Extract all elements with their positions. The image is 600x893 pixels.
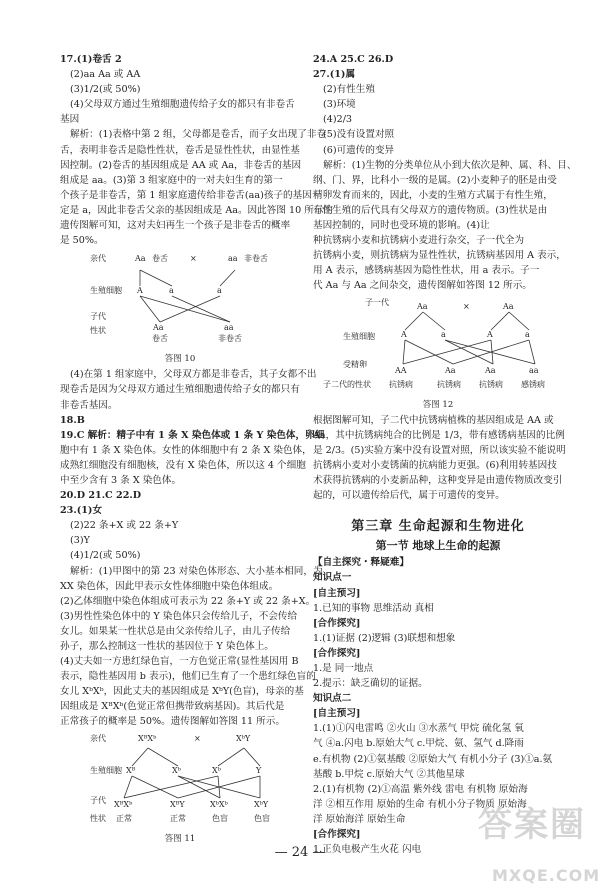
fig10-child-1-trait: 卷舌 <box>152 334 168 344</box>
right-a-line: 用 A 表示，感锈病基因为隐性性状，用 a 表示。子一 <box>313 265 540 277</box>
answer-block-17 <box>60 52 334 248</box>
right-c-line: [合作探究] <box>313 617 361 629</box>
left-b-line: 现卷舌是因为父母双方通过生殖细胞遗传给子女的都只有 <box>60 384 300 396</box>
fig11-father-genotype: XᵇY <box>236 733 251 743</box>
left-a-line: 定是 a，因此非卷舌父亲的基因组成是 Aa。因此答图 10 所示的 <box>60 204 334 216</box>
fig10-child-2-trait: 非卷舌 <box>218 334 242 344</box>
left-b-line: (2)乙体细胞中染色体组成可表示为 22 条+Y 或 22 条+X。 <box>60 595 316 607</box>
fig12-gamete-4: a <box>525 329 530 339</box>
fig11-mother-genotype: XᴮXᵇ <box>138 733 157 743</box>
fig10-gamete-3: a <box>217 286 222 296</box>
fig11-child-3-trait: 色盲 <box>212 813 228 823</box>
right-b-line: Aa，其中抗锈病纯合的比例是 1/3，带有感锈病基因的比例 <box>313 429 565 441</box>
fig12-child-1-trait: 抗锈病 <box>389 379 413 389</box>
figure-12-caption: 答图 12 <box>422 399 454 410</box>
right-c-line: 1.是 同一地点 <box>313 663 374 674</box>
page-number: — 24 — <box>274 845 326 860</box>
fig10-row-gamete-label: 生殖细胞 <box>90 286 122 296</box>
left-b-line: (3)Y <box>70 535 90 547</box>
right-c-line: 基酸 b.甲烷 c.原始大气 ②其他星球 <box>313 768 465 780</box>
left-b-line: 因组成是 XᴮXᵇ(色觉正常但携带致病基因)。其后代是 <box>60 701 285 713</box>
left-a-line: 因控制。(2)卷舌的基因组成是 AA 或 Aa，非卷舌的基因 <box>60 159 302 171</box>
watermark-url: MXQE.COM <box>492 866 600 885</box>
answer-block-27-analysis <box>313 413 566 504</box>
fig12-child-4-trait: 感锈病 <box>521 379 545 389</box>
left-b-line: 表示，隐性基因用 b 表示)，他们已生育了一个患红绿色盲的 <box>60 671 316 683</box>
fig12-child-2-trait: 抗锈病 <box>437 379 461 389</box>
right-c-line: e.有机物 (2)①氨基酸 ②原始大气 有机小分子 (3)①a.氨 <box>313 753 553 765</box>
left-a-line: 组成是 aa。(3)第 3 组家庭中的一对夫妇生育的第一 <box>60 174 283 186</box>
fig12-child-3-genotype: Aa <box>485 365 496 375</box>
fig11-row-trait-label: 性状 <box>90 813 106 823</box>
chapter-title: 第三章 生命起源和生物进化 <box>351 519 525 535</box>
right-c-line: 2.(1)有机物 (2)①高温 紫外线 雷电 有机物 原始海 <box>313 783 528 795</box>
fig11-child-4-genotype: XᵇY <box>254 799 269 809</box>
right-c-line: 2.提示：缺乏确切的证据。 <box>313 678 428 690</box>
right-c-line: 1.正负电极产生火花 闪电 <box>313 844 422 856</box>
right-c-line: 1.(1)①闪电雷鸣 ②火山 ③水蒸气 甲烷 硫化氢 氧 <box>313 723 524 735</box>
right-a-line: 种抗锈病小麦和抗锈病小麦进行杂交，子一代全为 <box>313 235 525 247</box>
left-b-line: (4)丈夫如一方患红绿色盲，一方色觉正常(显性基因用 B <box>60 656 299 668</box>
right-b-line: 术获得抗锈病的小麦新品种，这种变异是由遗传物质改变引 <box>313 474 563 486</box>
fig11-cross-symbol: × <box>194 733 201 743</box>
right-a-line: (4)2/3 <box>323 114 353 126</box>
right-a-line: (6)可遗传的变异 <box>323 144 395 156</box>
right-b-line: 根据图解可知，子二代中抗锈病植株的基因组成是 AA 或 <box>313 414 554 426</box>
fig10-row-parent-label: 亲代 <box>90 254 106 264</box>
left-b-line: 正常孩子的概率是 50%。遗传图解如答图 11 所示。 <box>60 716 285 728</box>
right-a-line: 24.A 25.C 26.D <box>313 54 394 65</box>
answer-block-18-23 <box>60 367 325 729</box>
section-title: 第一节 地球上生命的起源 <box>375 539 501 553</box>
left-b-line: 19.C 解析：精子中有 1 条 X 染色体或 1 条 Y 染色体，卵细 <box>60 429 325 441</box>
fig12-gamete-2: a <box>441 329 446 339</box>
right-a-line: 纲、门、界，比科小一级的是属。(2)小麦种子的胚是由受 <box>313 174 557 186</box>
right-c-line: 1.已知的事物 思维活动 真相 <box>313 602 434 614</box>
fig12-child-3-trait: 抗锈病 <box>479 379 503 389</box>
fig10-row-offspring-label: 子代 <box>90 312 106 322</box>
left-b-line: 成熟红细胞没有细胞核，没有 X 染色体，所以这 4 个细胞 <box>60 459 306 471</box>
fig10-gamete-1: A <box>137 286 143 296</box>
right-column <box>313 52 577 857</box>
left-b-line: 孙子，那么控制这一性状的基因位于 Y 染色体上。 <box>60 641 274 652</box>
right-a-line: 解析：(1)生物的分类单位从小到大依次是种、属、科、目、 <box>323 159 577 171</box>
left-a-line: (2)aa Aa 或 AA <box>70 69 141 81</box>
left-b-line: (3)男性性染色体中的 Y 染色体只会传给儿子，不会传给 <box>60 610 298 622</box>
right-c-line: [自主预习] <box>313 708 361 720</box>
fig12-cross-symbol: × <box>463 301 470 311</box>
left-b-line: 23.(1)女 <box>60 505 103 517</box>
site-watermark <box>470 805 600 893</box>
fig10-female-trait: 非卷舌 <box>244 254 268 264</box>
fig11-row-parent-label: 亲代 <box>90 733 106 743</box>
left-b-line: (4)1/2(或 50%) <box>70 550 141 562</box>
fig12-gamete-3: A <box>487 329 493 339</box>
left-a-line: 解析：(1)表格中第 2 组，父母都是卷舌，而子女出现了非卷 <box>70 129 327 141</box>
right-a-line: 基因控制的，同时也受环境的影响。(4)让 <box>313 220 490 232</box>
left-a-line: 17.(1)卷舌 2 <box>60 54 122 65</box>
right-a-line: 精卵发育而来的，因此，小麦的生殖方式属于有性生殖， <box>313 189 553 201</box>
fig12-row-parent-label: 子一代 <box>365 297 389 307</box>
left-b-line: (4)在第 1 组家庭中，父母双方都是非卷舌，其子女都不出 <box>70 369 317 381</box>
left-a-line: 遗传图解可知，这对夫妇再生一个孩子是非卷舌的概率 <box>60 220 291 232</box>
fig11-child-3-genotype: XᵇXᵇ <box>210 799 228 809</box>
left-a-line: (4)父母双方通过生殖细胞遗传给子女的都只有非卷舌 <box>70 99 295 111</box>
fig10-male-trait: 卷舌 <box>152 254 168 264</box>
left-b-line: XX 染色体，因此甲表示女性体细胞中染色体组成。 <box>60 580 279 592</box>
fig11-child-2-trait: 正常 <box>170 813 186 823</box>
left-b-line: 非卷舌基因。 <box>60 399 118 411</box>
right-a-line: (5)没有设置对照 <box>323 129 395 141</box>
fig10-gamete-2: a <box>169 286 174 296</box>
fig11-child-1-trait: 正常 <box>116 813 132 823</box>
fig10-child-1-genotype: Aa <box>153 323 164 333</box>
left-b-line: 中至少含有 3 条 X 染色体。 <box>60 474 182 486</box>
right-b-line: 起的，可以遗传给后代，属于可遗传的变异。 <box>313 490 505 502</box>
left-b-line: 女儿 XᵇXᵇ，因此丈夫的基因组成是 XᵇY(色盲)，母亲的基 <box>60 686 304 698</box>
left-b-line: 胞中有 1 条 X 染色体。女性的体细胞中有 2 条 X 染色体， <box>60 444 312 456</box>
left-b-line: 女儿。如果某一性状总是由父亲传给儿子，由儿子传给 <box>60 625 291 637</box>
right-c-line: 知识点一 <box>313 572 352 584</box>
fig11-gamete-3: Xᵇ <box>212 765 221 775</box>
fig10-cross-symbol: × <box>190 254 197 264</box>
right-c-line: [合作探究] <box>313 647 361 659</box>
right-c-line: [自主预习] <box>313 587 361 599</box>
fig11-child-2-genotype: XᴮY <box>170 799 185 809</box>
watermark-logo-text: 答案圈 <box>478 805 586 845</box>
fig11-child-4-trait: 色盲 <box>254 813 270 823</box>
fig10-male-genotype: Aa <box>135 254 146 264</box>
fig12-parent-2-genotype: Aa <box>503 301 514 311</box>
left-b-line: (2)22 条+X 或 22 条+Y <box>70 520 179 532</box>
fig11-gamete-1: Xᴮ <box>126 765 136 775</box>
right-c-line: 1.(1)证据 (2)逻辑 (3)联想和想象 <box>313 632 456 644</box>
fig10-child-2-genotype: aa <box>224 323 234 333</box>
fig12-row-zygote-label: 受精卵 <box>343 359 367 369</box>
left-a-line: 是 50%。 <box>60 235 104 247</box>
right-a-line: 27.(1)属 <box>313 69 356 81</box>
right-a-line: 有性生殖的后代具有父母双方的遗传物质。(3)性状是由 <box>313 204 548 216</box>
right-a-line: 代 Aa 与 Aa 之间杂交，遗传图解如答图 12 所示。 <box>313 280 532 292</box>
right-c-line: 气 ④a.闪电 b.原始大气 c.甲烷、氨、氢气 d.降雨 <box>313 738 524 750</box>
left-b-line: 20.D 21.C 22.D <box>60 490 142 502</box>
fig12-child-1-genotype: AA <box>395 365 407 375</box>
right-c-line: 【自主探究・释疑难】 <box>313 557 409 569</box>
left-a-line: 基因 <box>60 114 80 126</box>
fig12-child-4-genotype: aa <box>529 365 539 375</box>
figure-12-genetic-diagram <box>313 296 563 396</box>
answer-block-24-27 <box>313 52 577 294</box>
fig12-row-trait-label: 子二代的性状 <box>323 379 371 389</box>
fig12-row-gamete-label: 生殖细胞 <box>343 331 375 341</box>
right-b-line: 抗锈病小麦对小麦锈菌的抗病能力更强。(6)利用转基因技 <box>313 459 557 471</box>
right-a-line: 抗锈病小麦，则抗锈病为显性性状，抗锈病基因用 A 表示， <box>313 250 566 262</box>
right-a-line: (3)环境 <box>323 99 356 111</box>
fig11-row-offspring-label: 子代 <box>90 795 106 805</box>
figure-11-genetic-diagram <box>60 732 300 830</box>
right-c-line: 知识点二 <box>313 693 352 705</box>
left-a-line: 个孩子是非卷舌，第 1 组家庭遗传给非卷舌(aa)孩子的基因一 <box>60 189 322 201</box>
right-c-line: 洋 原始海洋 原始生命 <box>313 813 406 825</box>
fig11-gamete-4: Y <box>256 765 262 775</box>
fig10-female-genotype: aa <box>228 254 238 264</box>
left-b-line: 解析：(1)甲图中的第 23 对染色体形态、大小基本相同，为 <box>70 565 323 577</box>
figure-11-caption: 答图 11 <box>164 833 196 844</box>
fig12-child-2-genotype: Aa <box>445 365 456 375</box>
right-a-line: (2)有性生殖 <box>323 84 375 96</box>
left-b-line: 18.B <box>60 414 85 426</box>
right-c-line: [合作探究] <box>313 829 361 841</box>
right-c-line: 洋 ②相互作用 原始的生命 有机小分子物质 原始海 <box>313 798 527 810</box>
figure-10-genetic-diagram <box>60 250 300 350</box>
fig11-row-gamete-label: 生殖细胞 <box>90 765 122 775</box>
fig12-parent-1-genotype: Aa <box>417 301 428 311</box>
fig12-gamete-1: A <box>401 329 407 339</box>
right-b-line: 是 2/3。(5)实验方案中没有设置对照，所以该实验不能说明 <box>313 444 566 456</box>
left-a-line: 舌，表明非卷舌是隐性性状，卷舌是显性性状，由显性基 <box>60 144 300 156</box>
left-a-line: (3)1/2(或 50%) <box>70 84 141 96</box>
figure-10-caption: 答图 10 <box>164 354 196 365</box>
fig11-gamete-2: Xᵇ <box>172 765 181 775</box>
fig11-child-1-genotype: XᴮXᵇ <box>114 799 133 809</box>
fig10-row-trait-label: 性状 <box>90 326 106 336</box>
